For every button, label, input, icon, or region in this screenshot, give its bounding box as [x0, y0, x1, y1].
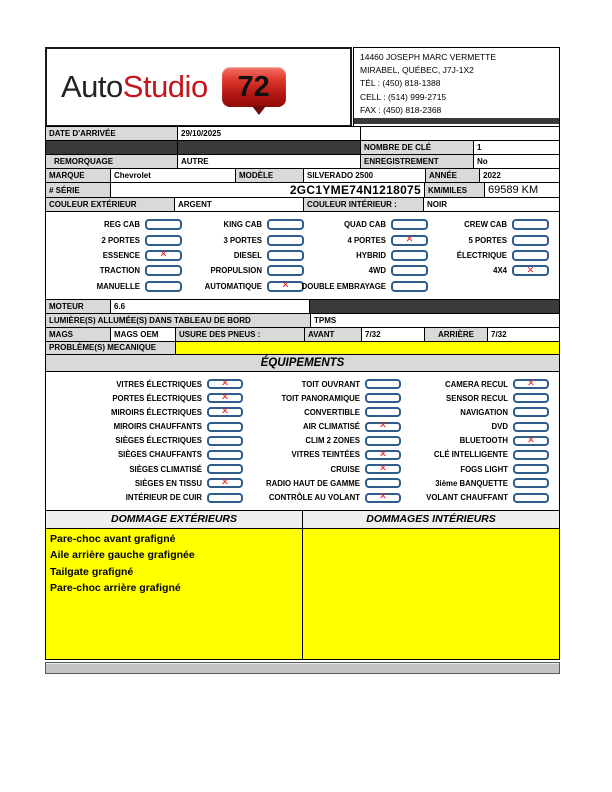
checkbox-manuelle[interactable]	[145, 281, 182, 292]
option-traction	[50, 263, 182, 278]
damage-note-line: Aile arrière gauche grafignée	[50, 549, 195, 562]
lumieres-value: TPMS	[310, 313, 560, 328]
vehicle-config-grid	[45, 211, 560, 300]
checkbox-diesel[interactable]	[267, 250, 304, 261]
option-column	[50, 217, 182, 294]
logo-badge-72	[222, 67, 286, 107]
row-damage-headers	[45, 510, 560, 529]
row-serie-km	[45, 182, 560, 198]
address-line: 14460 JOSEPH MARC VERMETTE	[360, 52, 497, 62]
row-damage-notes	[45, 528, 560, 660]
damage-note-line: Pare-choc avant grafigné	[50, 532, 176, 545]
couleur-int-label: COULEUR INTÉRIEUR :	[303, 197, 424, 212]
remorquage-label: REMORQUAGE	[45, 154, 178, 169]
option-lectrique	[428, 248, 549, 263]
badge-number: 72	[237, 70, 270, 103]
logo-studio-text: Studio	[122, 69, 208, 104]
dommages-interieurs-title: DOMMAGES INTÉRIEURS	[302, 510, 560, 529]
address-line: MIRABEL, QUÉBEC, J7J-1X2	[360, 65, 474, 76]
checkbox-toit-ouvrant[interactable]	[365, 379, 401, 389]
dommage-exterieurs-title: DOMMAGE EXTÉRIEURS	[45, 510, 303, 529]
option-manuelle	[50, 279, 182, 294]
option-label: SIÈGES ÉLECTRIQUES	[115, 436, 202, 446]
option-double-embrayage	[301, 279, 428, 294]
damage-note-line: Tailgate grafigné	[50, 565, 134, 578]
option-label: VOLANT CHAUFFANT	[426, 493, 508, 503]
option-4x4	[428, 263, 549, 278]
row-equipements-header	[45, 354, 560, 372]
address-divider-bar	[354, 118, 559, 124]
option-cl-intelligente	[401, 448, 549, 462]
option-label: CLIM 2 ZONES	[305, 436, 360, 446]
checkbox-volant-chauffant[interactable]	[513, 493, 549, 503]
option-air-climatis	[243, 420, 401, 434]
option-column	[301, 217, 428, 294]
option-label: BLUETOOTH	[459, 436, 508, 446]
option-5-portes	[428, 232, 549, 247]
serie-value: 2GC1YME74N1218075	[110, 182, 425, 198]
x-mark-icon: ✕	[159, 249, 168, 261]
x-mark-icon: ✕	[379, 462, 387, 474]
checkbox-vitres-teint-es[interactable]	[365, 450, 401, 460]
x-mark-icon: ✕	[379, 448, 387, 460]
checkbox-contr-le-au-volant[interactable]	[365, 493, 401, 503]
checkbox-automatique[interactable]	[267, 281, 304, 292]
km-label: KM/MILES	[424, 182, 485, 198]
checkbox-crew-cab[interactable]	[512, 219, 549, 230]
option-4-portes	[304, 232, 428, 247]
option-dvd	[401, 420, 549, 434]
equipements-title: ÉQUIPEMENTS	[45, 354, 560, 372]
option-camera-recul	[401, 377, 549, 391]
marque-label: MARQUE	[45, 168, 111, 183]
option-king-cab	[182, 217, 304, 232]
badge-tail	[252, 106, 266, 115]
checkbox-5-portes[interactable]	[512, 235, 549, 246]
option-label: MANUELLE	[96, 281, 140, 291]
option-vitres-lectriques	[50, 377, 243, 391]
checkbox-convertible[interactable]	[365, 407, 401, 417]
checkbox-essence[interactable]	[145, 250, 182, 261]
option-label: FOGS LIGHT	[460, 464, 508, 474]
option-miroirs-chauffants	[50, 420, 243, 434]
option-column	[243, 377, 401, 505]
option-crew-cab	[428, 217, 549, 232]
option-label: PROPULSION	[210, 266, 262, 276]
option-column	[401, 377, 549, 505]
checkbox-miroirs-lectriques[interactable]	[207, 407, 243, 417]
dark-cell	[45, 140, 178, 155]
km-value: 69589 KM	[484, 182, 560, 198]
option-label: SIÈGES CLIMATISÉ	[129, 464, 202, 474]
checkbox-king-cab[interactable]	[267, 219, 304, 230]
checkbox-hybrid[interactable]	[391, 250, 428, 261]
checkbox-dvd[interactable]	[513, 422, 549, 432]
row-nombre-cle	[45, 140, 560, 155]
option-label: SIÈGES CHAUFFANTS	[117, 450, 202, 460]
option-2-portes	[50, 232, 182, 247]
address-line: FAX : (450) 818-2368	[360, 104, 442, 115]
option-label: PORTES ÉLECTRIQUES	[112, 393, 202, 403]
mags-value: MAGS OEM	[110, 327, 176, 342]
option-label: INTÉRIEUR DE CUIR	[125, 493, 202, 503]
option-label: TOIT OUVRANT	[301, 379, 360, 389]
dark-cell	[177, 140, 361, 155]
row-marque-modele-annee	[45, 168, 560, 183]
checkbox-clim-2-zones[interactable]	[365, 436, 401, 446]
x-mark-icon: ✕	[281, 280, 290, 291]
checkbox-si-ges-chauffants[interactable]	[207, 450, 243, 460]
empty-cell	[360, 126, 560, 141]
option-label: CLÉ INTELLIGENTE	[433, 450, 508, 460]
arriere-value: 7/32	[487, 327, 560, 342]
checkbox-toit-panoramique[interactable]	[365, 393, 401, 403]
enregistrement-value: No	[473, 154, 560, 169]
row-moteur	[45, 299, 560, 314]
checkbox-traction[interactable]	[145, 265, 182, 276]
option-label: CAMERA RECUL	[445, 379, 508, 389]
logo-auto-text: Auto	[61, 69, 123, 104]
option-label: CREW CAB	[464, 220, 507, 230]
option-label: CONVERTIBLE	[304, 407, 360, 417]
checkbox-fogs-light[interactable]	[513, 464, 549, 474]
option-clim-2-zones	[243, 434, 401, 448]
checkbox-int-rieur-de-cuir[interactable]	[207, 493, 243, 503]
modele-label: MODÈLE	[235, 168, 304, 183]
address-line: TÉL : (450) 818-1388	[360, 78, 441, 89]
annee-label: ANNÉE	[425, 168, 480, 183]
address-line: CELL : (514) 999-2715	[360, 91, 447, 102]
option-diesel	[182, 248, 304, 263]
x-mark-icon: ✕	[221, 477, 229, 489]
dommages-interieurs-notes	[302, 528, 560, 660]
checkbox-portes-lectriques[interactable]	[207, 393, 243, 403]
option-propulsion	[182, 263, 304, 278]
option-label: CRUISE	[330, 464, 360, 474]
checkbox-si-ges-climatis[interactable]	[207, 464, 243, 474]
option-fogs-light	[401, 462, 549, 476]
date-arrivee-value: 29/10/2025	[177, 126, 361, 141]
option-label: 2 PORTES	[101, 235, 140, 245]
option-vitres-teint-es	[243, 448, 401, 462]
x-mark-icon: ✕	[379, 491, 387, 503]
checkbox-4wd[interactable]	[391, 265, 428, 276]
option-label: ESSENCE	[102, 250, 140, 260]
usure-label: USURE DES PNEUS :	[175, 327, 305, 342]
option-label: 4WD	[368, 266, 386, 276]
probleme-label: PROBLÈME(S) MECANIQUE	[45, 341, 176, 355]
option-label: DOUBLE EMBRAYAGE	[301, 281, 386, 291]
option-label: DVD	[491, 422, 508, 432]
option-contr-le-au-volant	[243, 490, 401, 504]
option-navigation	[401, 405, 549, 419]
moteur-value: 6.6	[110, 299, 310, 314]
x-mark-icon: ✕	[526, 264, 535, 276]
option-convertible	[243, 405, 401, 419]
option-automatique	[182, 279, 304, 294]
checkbox-3-portes[interactable]	[267, 235, 304, 246]
row-date-arrivee	[45, 126, 560, 141]
checkbox-sensor-recul[interactable]	[513, 393, 549, 403]
x-mark-icon: ✕	[379, 420, 387, 432]
checkbox-reg-cab[interactable]	[145, 219, 182, 230]
equipements-grid	[45, 371, 560, 511]
option-column	[50, 377, 243, 505]
option-4wd	[304, 263, 428, 278]
option-label: MIROIRS ÉLECTRIQUES	[111, 407, 202, 417]
lumieres-label: LUMIÈRE(S) ALLUMÉE(S) DANS TABLEAU DE BORD	[45, 313, 311, 328]
option-toit-ouvrant	[243, 377, 401, 391]
x-mark-icon: ✕	[527, 377, 535, 389]
checkbox-si-ges-lectriques[interactable]	[207, 436, 243, 446]
option-si-ges-lectriques	[50, 434, 243, 448]
autostudio-logo	[45, 47, 352, 127]
option-label: 5 PORTES	[468, 235, 507, 245]
row-remorquage	[45, 154, 560, 169]
checkbox-4x4[interactable]	[512, 265, 549, 276]
modele-value: SILVERADO 2500	[303, 168, 426, 183]
checkbox-propulsion[interactable]	[267, 265, 304, 276]
couleur-ext-value: ARGENT	[174, 197, 304, 212]
x-mark-icon: ✕	[221, 406, 229, 418]
option-quad-cab	[304, 217, 428, 232]
checkbox-double-embrayage[interactable]	[391, 281, 428, 292]
option-label: TRACTION	[99, 266, 140, 276]
checkbox-vitres-lectriques[interactable]	[207, 379, 243, 389]
option-portes-lectriques	[50, 391, 243, 405]
option-label: 3ième BANQUETTE	[435, 478, 508, 488]
option-label: CONTRÔLE AU VOLANT	[268, 493, 360, 503]
checkbox-si-ges-en-tissu[interactable]	[207, 478, 243, 488]
option-label: 4 PORTES	[347, 235, 386, 245]
checkbox-miroirs-chauffants[interactable]	[207, 422, 243, 432]
avant-label: AVANT	[304, 327, 362, 342]
option-label: VITRES TEINTÉES	[291, 450, 360, 460]
vehicle-inspection-form	[45, 47, 560, 674]
nombre-cle-label: NOMBRE DE CLÉ	[360, 140, 474, 155]
nombre-cle-value: 1	[473, 140, 560, 155]
marque-value: Chevrolet	[110, 168, 236, 183]
checkbox-quad-cab[interactable]	[391, 219, 428, 230]
checkbox-air-climatis[interactable]	[365, 422, 401, 432]
option-label: KING CAB	[223, 220, 262, 230]
logo-wordmark	[61, 69, 208, 105]
avant-value: 7/32	[361, 327, 425, 342]
option-column	[428, 217, 549, 294]
option-si-ges-climatis	[50, 462, 243, 476]
x-mark-icon: ✕	[527, 434, 535, 446]
checkbox-cl-intelligente[interactable]	[513, 450, 549, 460]
arriere-label: ARRIÈRE	[424, 327, 488, 342]
option-column	[182, 217, 304, 294]
option-hybrid	[304, 248, 428, 263]
checkbox-navigation[interactable]	[513, 407, 549, 417]
option-label: RADIO HAUT DE GAMME	[266, 478, 360, 488]
option-reg-cab	[50, 217, 182, 232]
option-label: VITRES ÉLECTRIQUES	[116, 379, 202, 389]
damage-note-line: Pare-choc arrière grafigné	[50, 582, 181, 595]
checkbox-lectrique[interactable]	[512, 250, 549, 261]
checkbox-cruise[interactable]	[365, 464, 401, 474]
option-label: HYBRID	[356, 250, 386, 260]
enregistrement-label: ENREGISTREMENT	[360, 154, 474, 169]
option-label: REG CAB	[104, 220, 140, 230]
option-label: MIROIRS CHAUFFANTS	[113, 422, 202, 432]
option-miroirs-lectriques	[50, 405, 243, 419]
row-lumieres	[45, 313, 560, 328]
x-mark-icon: ✕	[221, 391, 229, 403]
option-label: AUTOMATIQUE	[204, 281, 262, 291]
probleme-value	[175, 341, 560, 355]
dealer-address-block	[353, 47, 560, 127]
option-label: ÉLECTRIQUE	[456, 250, 507, 260]
checkbox-camera-recul[interactable]	[513, 379, 549, 389]
date-arrivee-label: DATE D'ARRIVÉE	[45, 126, 178, 141]
serie-label: # SÉRIE	[45, 182, 111, 198]
option-bluetooth	[401, 434, 549, 448]
checkbox-4-portes[interactable]	[391, 235, 428, 246]
checkbox-radio-haut-de-gamme[interactable]	[365, 478, 401, 488]
row-probleme-mecanique	[45, 341, 560, 355]
option-radio-haut-de-gamme	[243, 476, 401, 490]
option-si-ges-en-tissu	[50, 476, 243, 490]
option-label: SENSOR RECUL	[446, 393, 508, 403]
row-mags-pneus	[45, 327, 560, 342]
option-volant-chauffant	[401, 490, 549, 504]
option-3-portes	[182, 232, 304, 247]
option-cruise	[243, 462, 401, 476]
couleur-int-value: NOIR	[423, 197, 560, 212]
option-sensor-recul	[401, 391, 549, 405]
x-mark-icon: ✕	[405, 233, 414, 245]
option-label: NAVIGATION	[460, 407, 508, 417]
option-label: QUAD CAB	[343, 220, 386, 230]
option-label: SIÈGES EN TISSU	[134, 478, 202, 488]
bottom-gray-bar	[45, 662, 560, 674]
row-couleurs	[45, 197, 560, 212]
form-header	[45, 47, 560, 127]
dommage-exterieurs-notes	[45, 528, 303, 660]
option-label: TOIT PANORAMIQUE	[281, 393, 360, 403]
option-si-ges-chauffants	[50, 448, 243, 462]
x-mark-icon: ✕	[221, 377, 229, 389]
option-toit-panoramique	[243, 391, 401, 405]
option-3i-me-banquette	[401, 476, 549, 490]
annee-value: 2022	[479, 168, 560, 183]
checkbox-2-portes[interactable]	[145, 235, 182, 246]
checkbox-3i-me-banquette[interactable]	[513, 478, 549, 488]
couleur-ext-label: COULEUR EXTÉRIEUR	[45, 197, 175, 212]
option-label: AIR CLIMATISÉ	[302, 422, 360, 432]
option-int-rieur-de-cuir	[50, 490, 243, 504]
option-essence	[50, 248, 182, 263]
option-label: DIESEL	[233, 250, 262, 260]
option-label: 3 PORTES	[223, 235, 262, 245]
checkbox-bluetooth[interactable]	[513, 436, 549, 446]
remorquage-value: AUTRE	[177, 154, 361, 169]
mags-label: MAGS	[45, 327, 111, 342]
option-label: 4X4	[493, 266, 507, 276]
dark-cell	[309, 299, 560, 314]
moteur-label: MOTEUR	[45, 299, 111, 314]
